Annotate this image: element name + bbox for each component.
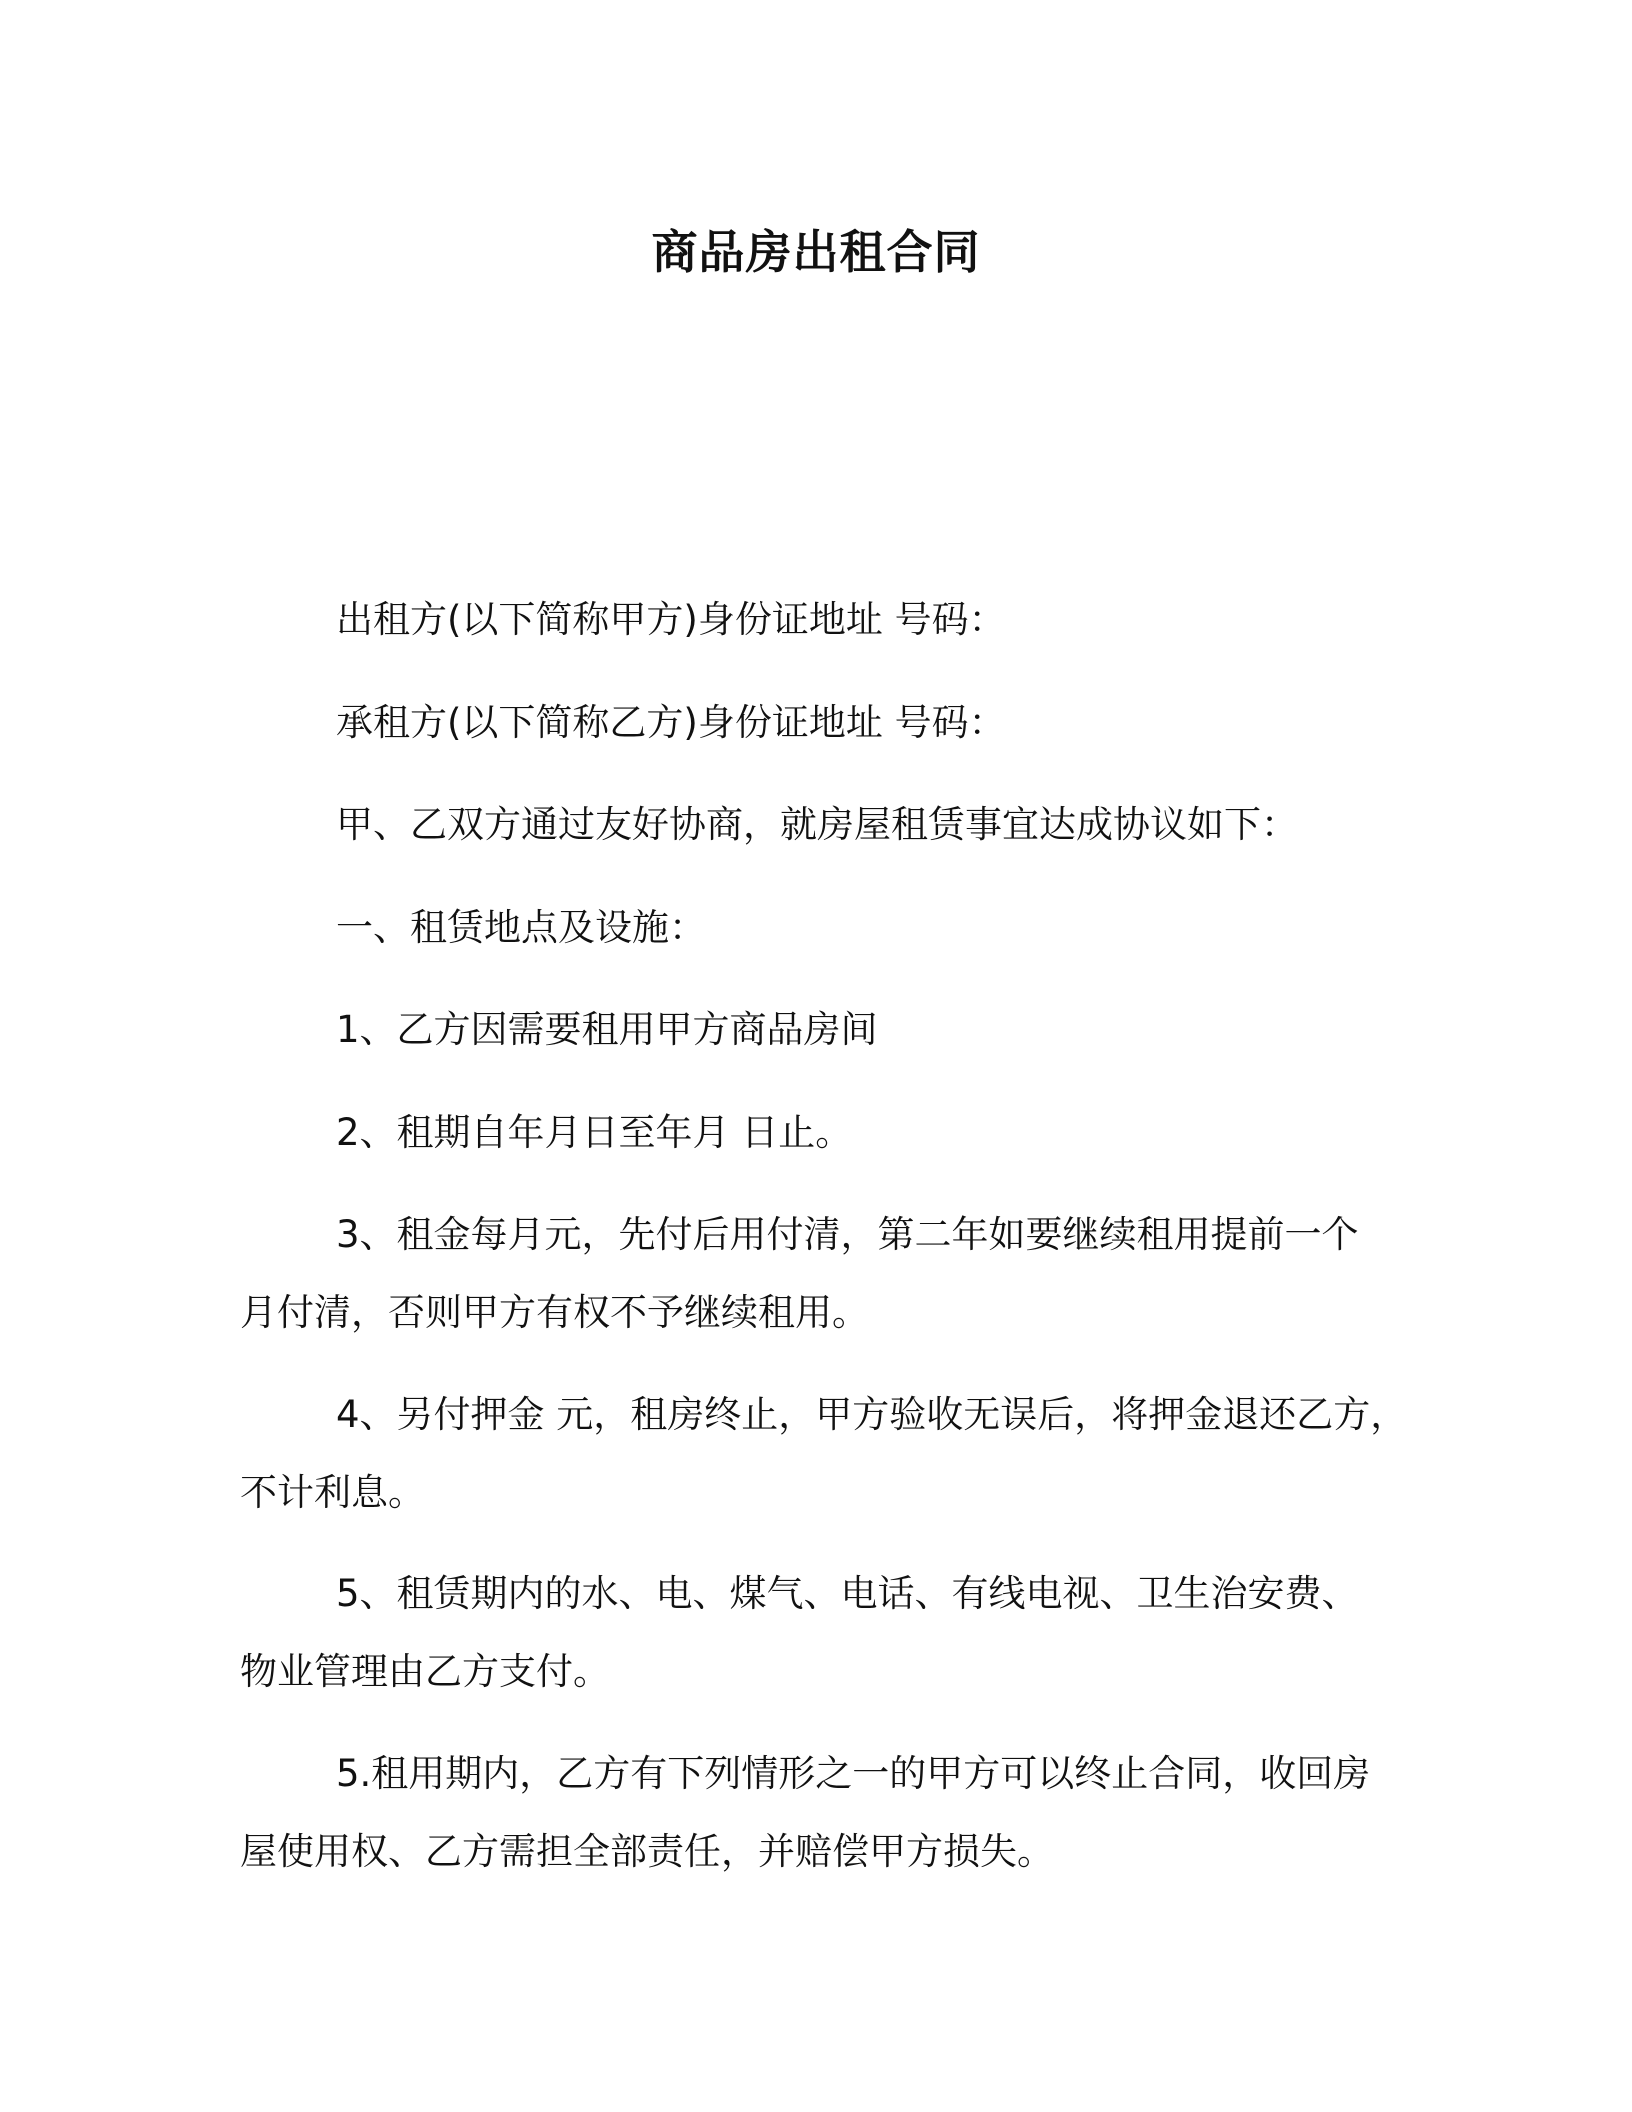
agreement-intro: 甲、乙双方通过友好协商，就房屋租赁事宜达成协议如下： [336,803,1298,846]
clause-3-line-1: 3、租金每月元，先付后用付清，第二年如要继续租用提前一个 [336,1213,1359,1256]
clause-1: 1、乙方因需要租用甲方商品房间 [336,1008,878,1051]
clause-3-line-2: 月付清，否则甲方有权不予继续租用。 [240,1291,869,1334]
section-heading-1: 一、租赁地点及设施： [336,906,706,949]
clause-5b-line-2: 屋使用权、乙方需担全部责任，并赔偿甲方损失。 [240,1830,1054,1873]
document-title: 商品房出租合同 [651,225,981,279]
lessee-line: 承租方(以下简称乙方)身份证地址 号码： [336,701,1006,744]
clause-5-line-2: 物业管理由乙方支付。 [240,1650,610,1693]
clause-2: 2、租期自年月日至年月 日止。 [336,1111,853,1154]
clause-4-line-1: 4、另付押金 元，租房终止，甲方验收无误后，将押金退还乙方， [336,1393,1408,1436]
clause-5b-line-1: 5.租用期内，乙方有下列情形之一的甲方可以终止合同，收回房 [336,1752,1371,1795]
clause-4-line-2: 不计利息。 [240,1471,425,1514]
clause-5-line-1: 5、租赁期内的水、电、煤气、电话、有线电视、卫生治安费、 [336,1572,1359,1615]
lessor-line: 出租方(以下简称甲方)身份证地址 号码： [336,598,1006,641]
